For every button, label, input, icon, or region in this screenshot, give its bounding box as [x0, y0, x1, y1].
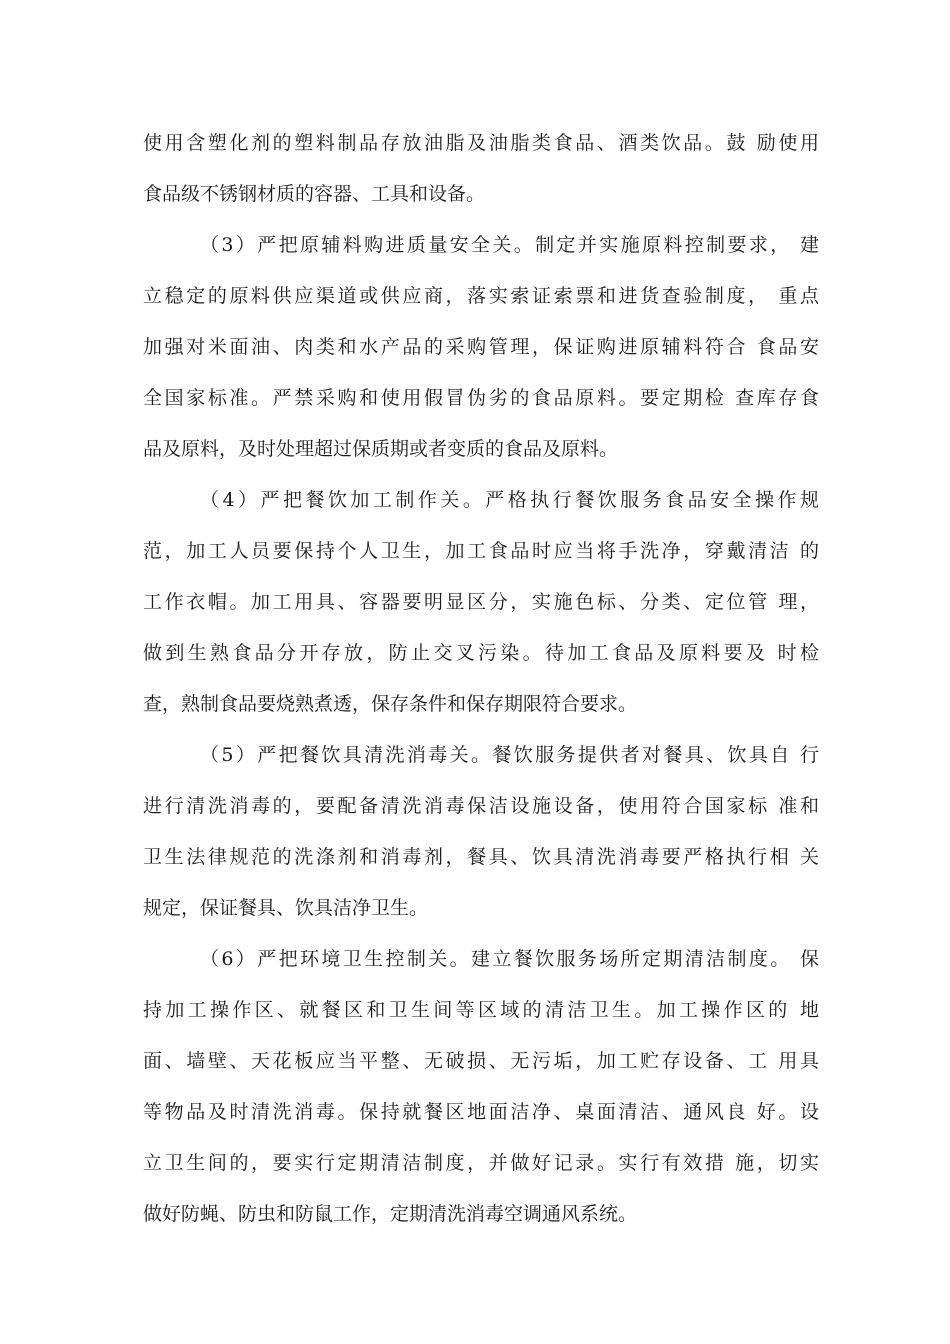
paragraph-tableware-cleaning [143, 730, 819, 934]
text-line: （6）严把环境卫生控制关。建立餐饮服务场所定期清洁制度。 保 [200, 948, 819, 970]
text-line: 食品级不锈钢材质的容器、工具和设备。 [143, 183, 486, 205]
text-line: 加强对米面油、肉类和水产品的采购管理，保证购进原辅料符合 食品安 [143, 336, 819, 358]
text-line: 卫生法律规范的洗涤剂和消毒剂，餐具、饮具清洗消毒要严格执行相 关 [143, 846, 819, 868]
text-line: 品及原料，及时处理超过保质期或者变质的食品及原料。 [143, 438, 619, 460]
text-line: 范，加工人员要保持个人卫生，加工食品时应当将手洗净，穿戴清洁 的 [143, 540, 819, 562]
paragraph-continuation [143, 118, 819, 220]
text-line: 工作衣帽。加工用具、容器要明显区分，实施色标、分类、定位管 理， [143, 591, 819, 613]
text-line: 立卫生间的，要实行定期清洁制度，并做好记录。实行有效措 施，切实 [143, 1152, 819, 1174]
text-line: 立稳定的原料供应渠道或供应商，落实索证索票和进货查验制度， 重点 [143, 285, 819, 307]
text-line: 规定，保证餐具、饮具洁净卫生。 [143, 897, 429, 919]
text-line: 等物品及时清洗消毒。保持就餐区地面洁净、桌面清洁、通风良 好。设 [143, 1101, 819, 1123]
paragraph-environment-hygiene [143, 934, 819, 1240]
text-line: 进行清洗消毒的，要配备清洗消毒保洁设施设备，使用符合国家标 准和 [143, 795, 819, 817]
text-line: （5）严把餐饮具清洗消毒关。餐饮服务提供者对餐具、饮具自 行 [200, 744, 819, 766]
text-line: 做到生熟食品分开存放，防止交叉污染。待加工食品及原料要及 时检 [143, 642, 819, 664]
text-line: 持加工操作区、就餐区和卫生间等区域的清洁卫生。加工操作区的 地 [143, 999, 819, 1021]
paragraph-raw-materials [143, 220, 819, 475]
text-line: 做好防蝇、防虫和防鼠工作，定期清洗消毒空调通风系统。 [143, 1203, 638, 1225]
text-line: 全国家标准。严禁采购和使用假冒伪劣的食品原料。要定期检 查库存食 [143, 387, 819, 409]
text-line: 使用含塑化剂的塑料制品存放油脂及油脂类食品、酒类饮品。鼓 励使用 [143, 132, 819, 154]
text-line: 查，熟制食品要烧熟煮透，保存条件和保存期限符合要求。 [143, 693, 638, 715]
text-line: （4）严把餐饮加工制作关。严格执行餐饮服务食品安全操作规 [200, 489, 819, 511]
text-line: （3）严把原辅料购进质量安全关。制定并实施原料控制要求， 建 [200, 234, 819, 256]
paragraph-processing [143, 475, 819, 730]
document-page [143, 118, 819, 1240]
text-line: 面、墙壁、天花板应当平整、无破损、无污垢，加工贮存设备、工 用具 [143, 1050, 819, 1072]
